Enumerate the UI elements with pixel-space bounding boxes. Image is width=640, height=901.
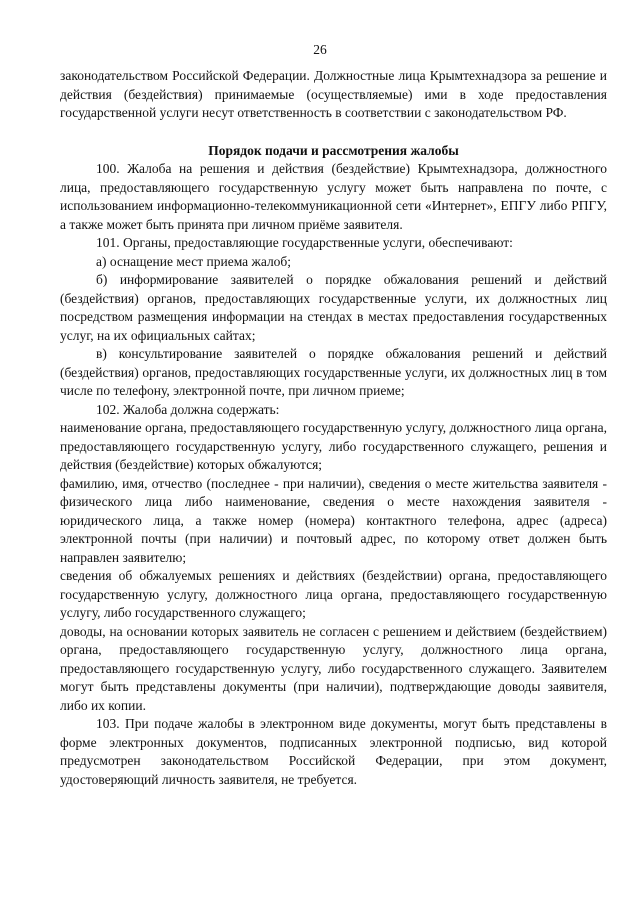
paragraph-100: 100. Жалоба на решения и действия (бездействие) Крымтехнадзора, должностного лица, предоставляющего государственную услугу может быть направлена по почте, с использованием информационно-телекоммуникационной сети «Интернет», ЕПГУ либо РПГУ, а также может быть принята при личном приёме заявителя. (60, 161, 607, 232)
requirement-applicant-info: фамилию, имя, отчество (последнее - при наличии), сведения о месте жительства заявителя - физического лица либо наименование, сведения о месте нахождения заявителя - юридического лица, а также номер (номера) контактного телефона, адрес (адреса) электронной почты (при наличии) и почтовый адрес, по которому ответ должен быть направлен заявителю; (60, 475, 607, 565)
page-number: 26 (313, 42, 327, 57)
list-item-v: в) консультирование заявителей о порядке обжалования решений и действий (бездействия) органов, предоставляющих государственные услуги, их должностных лиц в том числе по телефону, электронной почте, при личном приеме; (60, 346, 607, 398)
paragraph-102: 102. Жалоба должна содержать: (96, 401, 280, 417)
list-item-a: а) оснащение мест приема жалоб; (96, 253, 292, 269)
section-heading: Порядок подачи и рассмотрения жалобы (208, 142, 459, 158)
document-body (60, 67, 607, 789)
paragraph-101: 101. Органы, предоставляющие государственные услуги, обеспечивают: (96, 235, 513, 250)
requirement-decisions-info: сведения об обжалуемых решениях и действиях (бездействии) органа, предоставляющего государственную услугу, должностного лица органа, предоставляющего государственную услугу, либо государственного служащего; (60, 568, 607, 620)
requirement-arguments: доводы, на основании которых заявитель не согласен с решением и действием (бездействием) органа, предоставляющего государственную услугу, должностного лица органа, предоставляющего государственную услугу, либо государственного служащего. Заявителем могут быть представлены документы (при наличии), подтверждающие доводы заявителя, либо их копии. (60, 623, 607, 713)
list-item-b: б) информирование заявителей о порядке обжалования решений и действий (бездействия) органов, предоставляющих государственные услуги, их должностных лиц посредством размещения информации на стендах в местах предоставления государственных услуг, на их официальных сайтах; (60, 272, 607, 343)
paragraph-103: 103. При подаче жалобы в электронном виде документы, могут быть представлены в форме электронных документов, подписанных электронной подписью, вид которой предусмотрен законодательством Российской Федерации, при этом документ, удостоверяющий личность заявителя, не требуется. (60, 716, 607, 787)
requirement-organ-name: наименование органа, предоставляющего государственную услугу, должностного лица органа, предоставляющего государственную услугу, либо государственного служащего, решения и действия (бездействие) которых обжалуются; (60, 420, 607, 472)
paragraph-intro: законодательством Российской Федерации. Должностные лица Крымтехнадзора за решение и действия (бездействия) принимаемые (осуществляемые) ими в ходе предоставления государственной услуги несут ответственность в соответствии с законодательством РФ. (60, 68, 607, 120)
